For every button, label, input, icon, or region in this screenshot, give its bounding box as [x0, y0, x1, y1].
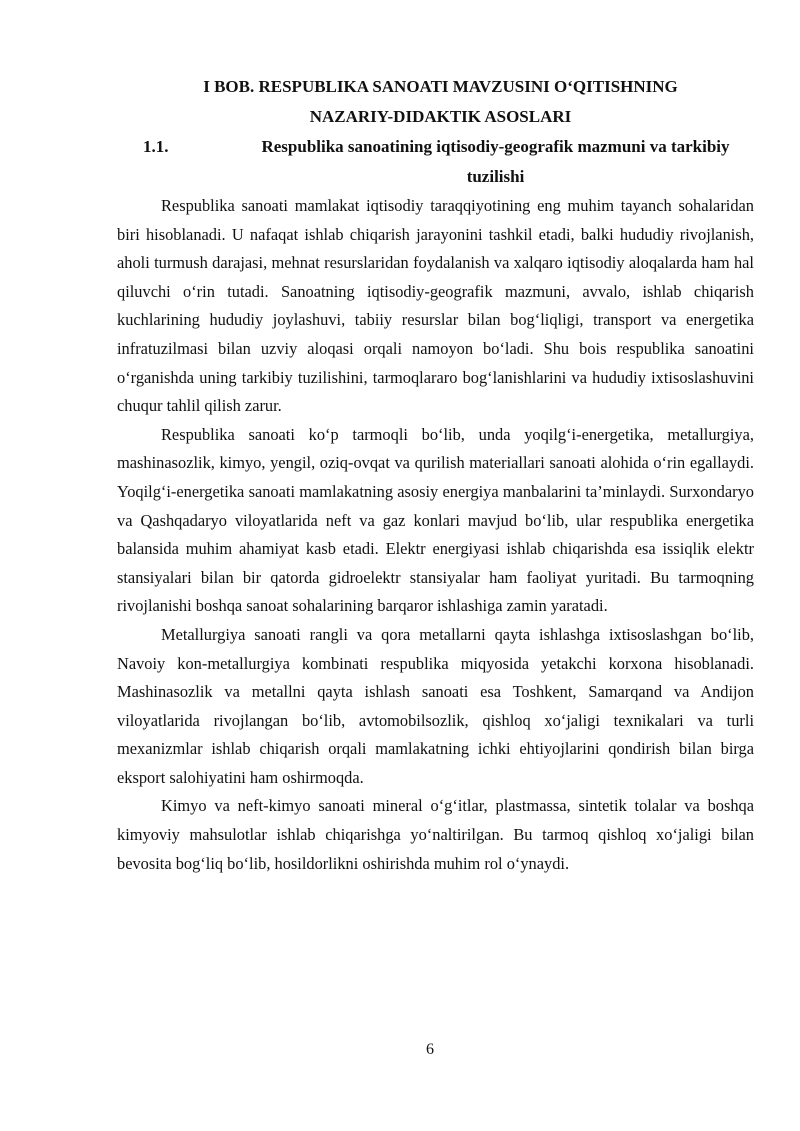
chapter-title-line-1: I BOB. RESPUBLIKA SANOATI MAVZUSINI O‘QITISHNING	[203, 77, 678, 96]
page-content	[117, 72, 754, 878]
section-number: 1.1.	[143, 137, 169, 156]
chapter-title-line-2: NAZARIY-DIDAKTIK ASOSLARI	[309, 107, 572, 126]
paragraph-1: Respublika sanoati mamlakat iqtisodiy taraqqiyotining eng muhim tayanch sohalaridan biri hisoblanadi. U nafaqat ishlab chiqarish jarayonini tashkil etadi, balki hududiy rivojlanish, aholi turmush darajasi, mehnat resurslaridan foydalanish va xalqaro iqtisodiy aloqalarda ham hal qiluvchi o‘rin tutadi. Sanoatning iqtisodiy-geografik mazmuni, avvalo, ishlab chiqarish kuchlarining hududiy joylashuvi, tabiiy resurslar bilan bog‘liqligi, transport va energetika infratuzilmasi bilan uzviy aloqasi orqali namoyon bo‘ladi. Shu bois respublika sanoatini o‘rganishda uning tarkibiy tuzilishini, tarmoqlararo bog‘lanishlarini va hududiy ixtisoslashuvini chuqur tahlil qilish zarur.	[117, 196, 754, 416]
paragraph-4: Kimyo va neft-kimyo sanoati mineral o‘g‘itlar, plastmassa, sintetik tolalar va boshqa kimyoviy mahsulotlar ishlab chiqarishga yo‘naltirilgan. Bu tarmoq qishloq xo‘jaligi bilan bevosita bog‘liq bo‘lib, hosildorlikni oshirishda muhim rol o‘ynaydi.	[117, 796, 754, 873]
section-title: Respublika sanoatining iqtisodiy-geografik mazmuni va tarkibiy tuzilishi	[261, 137, 730, 186]
page-number: 6	[426, 1041, 434, 1058]
paragraph-2: Respublika sanoati ko‘p tarmoqli bo‘lib, unda yoqilg‘i-energetika, metallurgiya, mashinasozlik, kimyo, yengil, oziq-ovqat va qurilish materiallari sanoati alohida o‘rin egallaydi. Yoqilg‘i-energetika sanoati mamlakatning asosiy energiya manbalarini ta’minlaydi. Surxondaryo va Qashqadaryo viloyatlarida neft va gaz konlari mavjud bo‘lib, ular respublika energetika balansida muhim ahamiyat kasb etadi. Elektr energiyasi ishlab chiqarishda esa issiqlik elektr stansiyalari bilan bir qatorda gidroelektr stansiyalar ham faoliyat yuritadi. Bu tarmoqning rivojlanishi boshqa sanoat sohalarining barqaror ishlashiga zamin yaratadi.	[117, 424, 754, 616]
paragraph-3: Metallurgiya sanoati rangli va qora metallarni qayta ishlashga ixtisoslashgan bo‘lib, Navoiy kon-metallurgiya kombinati respublika miqyosida yetakchi korxona hisoblanadi. Mashinasozlik va metallni qayta ishlash sanoati esa Toshkent, Samarqand va Andijon viloyatlarida rivojlangan bo‘lib, avtomobilsozlik, qishloq xo‘jaligi texnikalari va turli mexanizmlar ishlab chiqarish orqali mamlakatning ichki ehtiyojlarini qondirish bilan birga eksport salohiyatini ham oshirmoqda.	[117, 624, 754, 787]
section-heading	[117, 132, 754, 192]
